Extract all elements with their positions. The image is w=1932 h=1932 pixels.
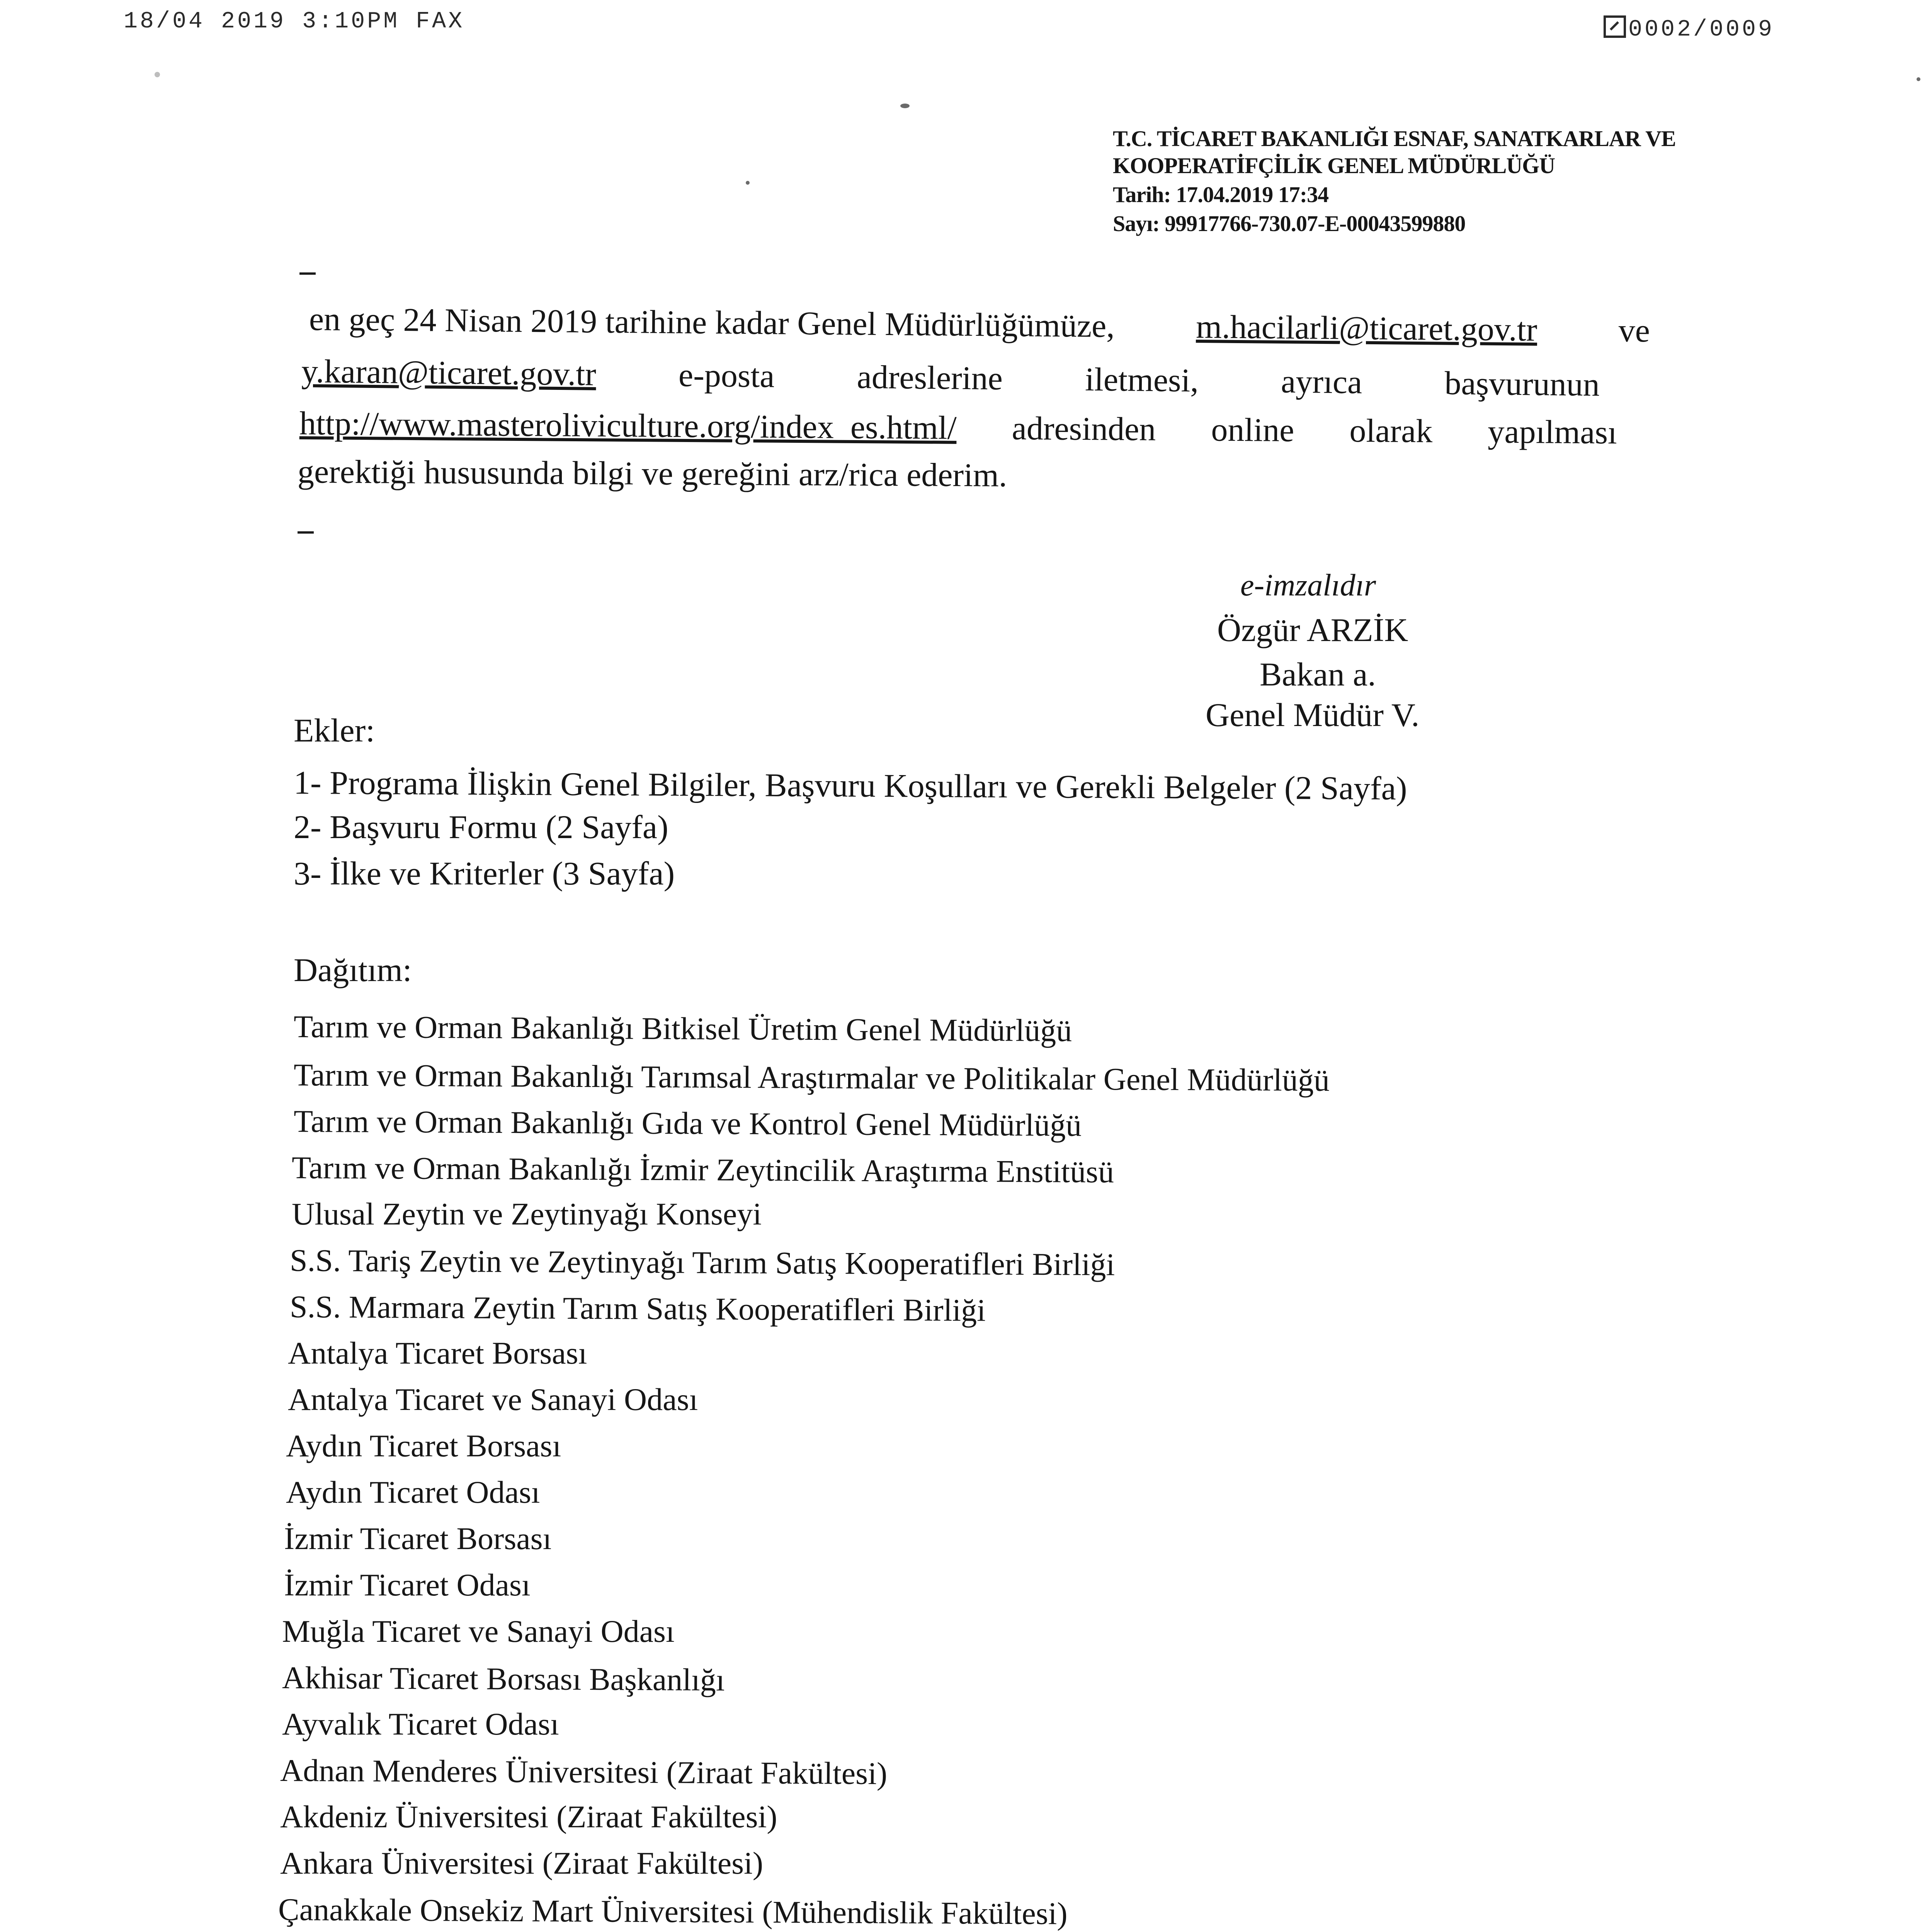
margin-dash	[299, 272, 316, 275]
signer-name: Özgür ARZİK	[1217, 611, 1408, 648]
email-link-1[interactable]: m.hacilarli@ticaret.gov.tr	[1196, 308, 1537, 348]
distribution-item: Tarım ve Orman Bakanlığı Bitkisel Üretim Genel Müdürlüğü	[293, 1009, 1072, 1048]
margin-dash	[298, 531, 314, 534]
e-signature-status: e-imzalıdır	[1240, 568, 1376, 602]
body-line-4: gerektiği hususunda bilgi ve gereğini arz/rica ederim.	[297, 453, 1007, 494]
org-name-line2: KOOPERATİFÇİLİK GENEL MÜDÜRLÜĞÜ	[1113, 153, 1555, 178]
distribution-item: S.S. Tariş Zeytin ve Zeytinyağı Tarım Satış Kooperatifleri Birliği	[289, 1243, 1115, 1282]
body-word: olarak	[1349, 412, 1433, 450]
email-link-2[interactable]: y.karan@ticaret.gov.tr	[301, 352, 597, 393]
distribution-heading: Dağıtım:	[294, 951, 412, 988]
attachment-item: 3- İlke ve Kriterler (3 Sayfa)	[294, 855, 675, 892]
signer-title-2: Genel Müdür V.	[1206, 696, 1420, 733]
distribution-item: Muğla Ticaret ve Sanayi Odası	[282, 1614, 675, 1649]
body-word: yapılması	[1488, 413, 1617, 451]
scan-speck	[155, 72, 160, 77]
distribution-item: Tarım ve Orman Bakanlığı Tarımsal Araştırmalar ve Politikalar Genel Müdürlüğü	[293, 1057, 1330, 1098]
body-line-1-end: ve	[1618, 311, 1650, 349]
distribution-item: Adnan Menderes Üniversitesi (Ziraat Fakültesi)	[280, 1753, 888, 1791]
body-line-3	[299, 404, 1617, 452]
program-url-link[interactable]: http://www.masteroliviculture.org/index_es.html/	[299, 405, 957, 446]
body-word: ayrıca	[1281, 362, 1362, 401]
body-line-1-text: en geç 24 Nisan 2019 tarihine kadar Genel Müdürlüğümüze,	[309, 300, 1115, 345]
scan-speck	[1917, 77, 1920, 81]
distribution-item: Akdeniz Üniversitesi (Ziraat Fakültesi)	[280, 1799, 777, 1834]
scan-speck	[746, 181, 750, 185]
fax-page-number: 0002/0009	[1628, 17, 1775, 43]
body-word: adresinden	[1012, 409, 1156, 448]
body-word: adreslerine	[857, 358, 1003, 397]
distribution-item: Tarım ve Orman Bakanlığı İzmir Zeytincilik Araştırma Enstitüsü	[291, 1150, 1114, 1190]
distribution-item: S.S. Marmara Zeytin Tarım Satış Kooperatifleri Birliği	[289, 1289, 986, 1328]
body-word: başvurunun	[1444, 364, 1600, 403]
distribution-item: Antalya Ticaret ve Sanayi Odası	[288, 1382, 698, 1417]
body-word: e-posta	[678, 356, 775, 395]
distribution-item: Çanakkale Onsekiz Mart Üniversitesi (Mühendislik Fakültesi)	[278, 1892, 1068, 1931]
scan-speck	[900, 104, 910, 108]
attachment-item: 1- Programa İlişkin Genel Bilgiler, Başvuru Koşulları ve Gerekli Belgeler (2 Sayfa)	[293, 764, 1407, 807]
document-date: Tarih: 17.04.2019 17:34	[1113, 182, 1329, 207]
signer-title-1: Bakan a.	[1260, 656, 1376, 693]
distribution-item: Akhisar Ticaret Borsası Başkanlığı	[282, 1660, 725, 1697]
distribution-item: Tarım ve Orman Bakanlığı Gıda ve Kontrol Genel Müdürlüğü	[293, 1104, 1082, 1143]
distribution-item: Ayvalık Ticaret Odası	[282, 1706, 559, 1742]
fax-timestamp: 18/04 2019 3:10PM FAX	[124, 9, 465, 35]
body-line-1	[309, 299, 1650, 350]
attachment-item: 2- Başvuru Formu (2 Sayfa)	[294, 808, 668, 845]
body-word: iletmesi,	[1085, 361, 1199, 399]
distribution-item: Aydın Ticaret Odası	[286, 1475, 540, 1510]
body-line-2	[301, 352, 1600, 404]
distribution-item: İzmir Ticaret Odası	[284, 1567, 531, 1602]
distribution-item: Antalya Ticaret Borsası	[288, 1335, 587, 1371]
document-number: Sayı: 99917766-730.07-E-00043599880	[1113, 211, 1466, 236]
distribution-item: İzmir Ticaret Borsası	[284, 1521, 552, 1556]
attachments-heading: Ekler:	[294, 712, 375, 749]
fax-page-icon	[1604, 15, 1626, 38]
fax-page-counter	[1604, 15, 1774, 43]
body-word: online	[1211, 411, 1294, 449]
org-name-line1: T.C. TİCARET BAKANLIĞI ESNAF, SANATKARLAR VE	[1113, 126, 1676, 151]
distribution-item: Aydın Ticaret Borsası	[286, 1428, 561, 1463]
distribution-item: Ankara Üniversitesi (Ziraat Fakültesi)	[280, 1845, 764, 1881]
distribution-item: Ulusal Zeytin ve Zeytinyağı Konseyi	[292, 1196, 762, 1231]
